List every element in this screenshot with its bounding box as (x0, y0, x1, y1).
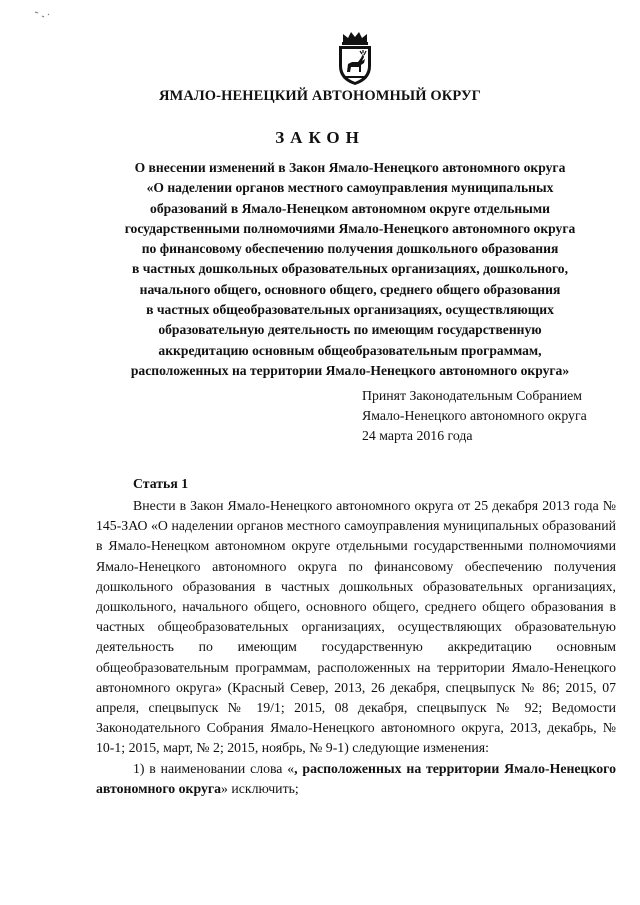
adoption-line: Принят Законодательным Собранием (362, 388, 582, 403)
item-suffix: » исключить; (221, 780, 299, 796)
article-paragraph: Внести в Закон Ямало-Ненецкого автономного округа от 25 декабря 2013 года № 145-ЗАО «О наделении органов местного самоуправления муниципальных образований в Ямало-Ненецком автономном округе отдельными государственными полномочиями Ямало-Ненецкого автономного округа по финансовому обеспечению получения дошкольного образования в частных дошкольных образовательных организациях, дошкольного, начального общего, основного общего, среднего общего образования в частных общеобразовательных организациях, осуществляющих образовательную деятельность по имеющим государственную аккредитацию основным общеобразовательным программам, расположенных на территории Ямало-Ненецкого автономного округа» (Красный Север, 2013, 26 декабря, спецвыпуск № 86; 2015, 07 апреля, спецвыпуск № 19/1; 2015, 08 декабря, спецвыпуск № 92; Ведомости Законодательного Собрания Ямало-Ненецкого автономного округа, 2013, декабрь, № 10-1; 2015, март, № 2; 2015, ноябрь, № 9-1) следующие изменения: (96, 498, 616, 756)
item-prefix: 1) в наименовании слова « (133, 760, 295, 776)
adoption-block (362, 386, 587, 446)
law-title-line: О внесении изменений в Закон Ямало-Ненецкого автономного округа (134, 160, 566, 175)
scan-marks (34, 10, 54, 22)
adoption-date: 24 марта 2016 года (362, 428, 473, 443)
law-title-line: государственными полномочиями Ямало-Ненецкого автономного округа (124, 220, 576, 236)
article-body (96, 496, 616, 799)
law-title-line: аккредитацию основным общеобразовательным программам, (158, 342, 542, 358)
adoption-line: Ямало-Ненецкого автономного округа (362, 408, 587, 423)
document-type: ЗАКОН (275, 128, 365, 147)
article-title: Статья 1 (133, 476, 189, 491)
law-title-line: в частных дошкольных образовательных организациях, дошкольного, (132, 261, 568, 277)
yamal-coat-of-arms-icon (334, 30, 376, 86)
law-title-line: «О наделении органов местного самоуправления муниципальных (146, 180, 554, 196)
law-title (96, 158, 604, 381)
law-title-line: в частных общеобразовательных организациях, осуществляющих (146, 302, 554, 318)
law-title-line: образовательную деятельность по имеющим государственную (158, 322, 542, 338)
region-name: ЯМАЛО-НЕНЕЦКИЙ АВТОНОМНЫЙ ОКРУГ (158, 88, 482, 104)
law-title-line: по финансовому обеспечению получения дошкольного образования (141, 241, 559, 257)
law-title-line: расположенных на территории Ямало-Ненецкого автономного округа» (130, 362, 570, 378)
article-item-1 (96, 759, 616, 799)
law-title-line: образований в Ямало-Ненецком автономном округе отдельными (150, 200, 550, 216)
law-title-line: начального общего, основного общего, среднего общего образования (139, 281, 561, 297)
item-quoted-words: , расположенных на территории Ямало-Ненецкого автономного округа (96, 760, 616, 796)
